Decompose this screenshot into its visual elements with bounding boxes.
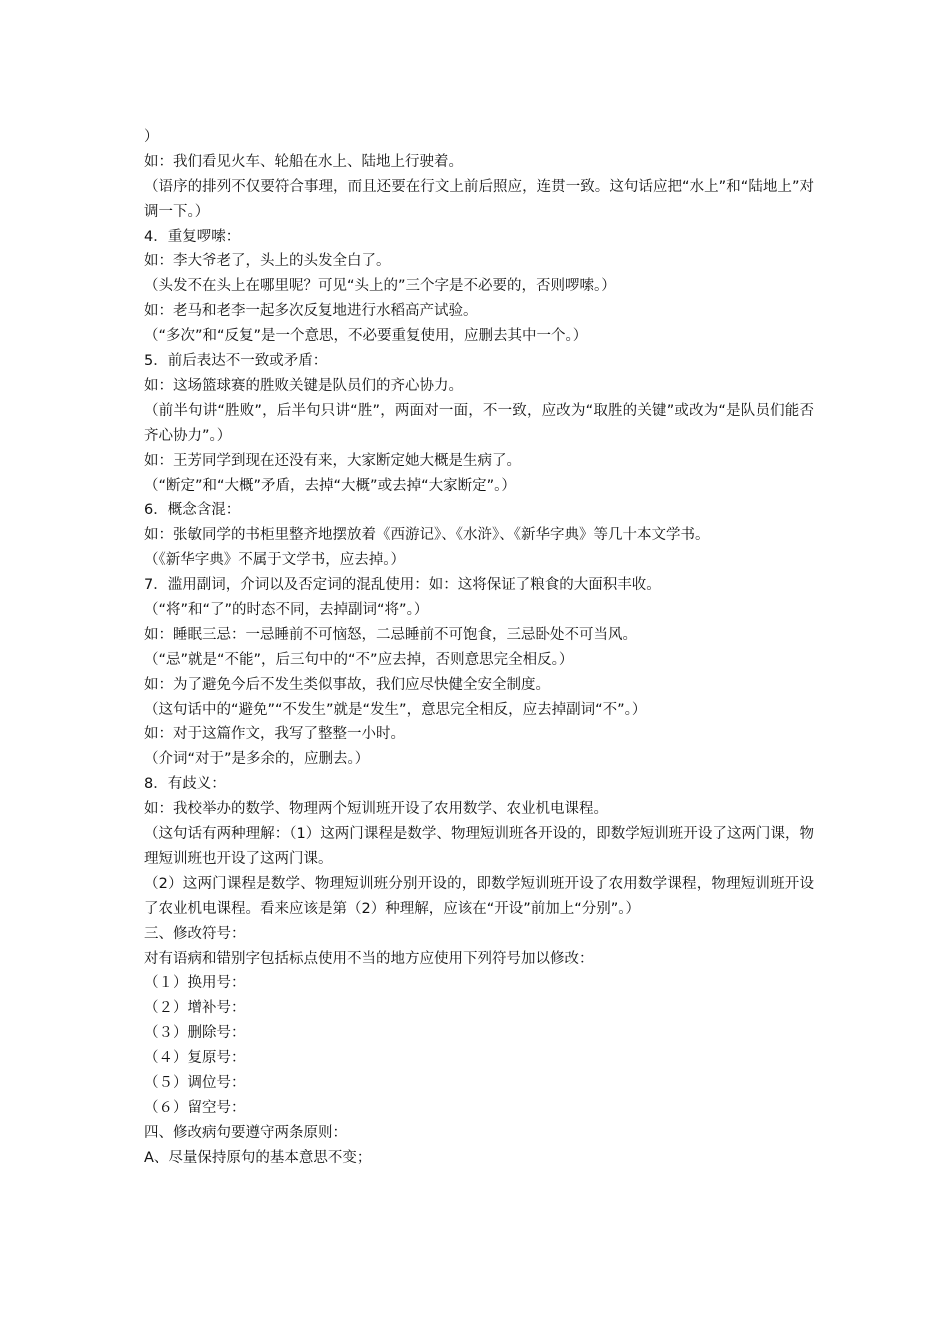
list-item: （６）留空号： [144, 1099, 246, 1116]
example-line: 如：王芳同学到现在还没有来，大家断定她大概是生病了。 [144, 452, 521, 469]
list-item: （４）复原号： [144, 1050, 246, 1067]
section-heading: 8．有歧义： [144, 776, 226, 793]
explanation-line: （2）这两门课程是数学、物理短训班分别开设的，即数学短训班开设了农用数学课程，物理短训班开设了农业机电课程。看来应该是第（2）种理解，应该在“开设”前加上“分别”。） [144, 875, 814, 917]
explanation-line: （这句话中的“避免”“不发生”就是“发生”，意思完全相反，应去掉副词“不”。） [144, 701, 647, 718]
explanation-line: （“将”和“了”的时态不同，去掉副词“将”。） [144, 602, 429, 618]
example-line: 如：李大爷老了，头上的头发全白了。 [144, 253, 391, 270]
explanation-line: （“忌”就是“不能”，后三句中的“不”应去掉，否则意思完全相反。） [144, 651, 574, 668]
explanation-line: （这句话有两种理解：（1）这两门课程是数学、物理短训班各开设的，即数学短训班开设了这两门课，物理短训班也开设了这两门课。 [144, 826, 814, 867]
list-item: （２）增补号： [144, 1000, 246, 1017]
example-line: 如：张敏同学的书柜里整齐地摆放着《西游记》、《水浒》、《新华字典》等几十本文学书。 [144, 527, 710, 544]
explanation-line: （“断定”和“大概”矛盾，去掉“大概”或去掉“大家断定”。） [144, 477, 516, 494]
explanation-line: （《新华字典》不属于文学书，应去掉。） [144, 552, 405, 569]
section-heading: 四、修改病句要遵守两条原则： [144, 1124, 347, 1141]
text-line: ） [144, 129, 159, 145]
text-line: A、尽量保持原句的基本意思不变； [144, 1149, 372, 1166]
example-line: 如：睡眠三忌：一忌睡前不可恼怒，二忌睡前不可饱食，三忌卧处不可当风。 [144, 626, 637, 643]
section-heading: 6．概念含混： [144, 502, 241, 519]
example-line: 如：对于这篇作文，我写了整整一小时。 [144, 726, 405, 743]
document-body [144, 125, 814, 1171]
text-line: 对有语病和错别字包括标点使用不当的地方应使用下列符号加以修改： [144, 950, 594, 967]
section-heading: 7．滥用副词，介词以及否定词的混乱使用：如：这将保证了粮食的大面积丰收。 [144, 577, 661, 594]
example-line: 如：这场篮球赛的胜败关键是队员们的齐心协力。 [144, 377, 463, 394]
example-line: 如：我们看见火车、轮船在水上、陆地上行驶着。 [144, 153, 463, 170]
list-item: （３）删除号： [144, 1025, 246, 1042]
explanation-line: （头发不在头上在哪里呢？可见“头上的”三个字是不必要的，否则啰嗦。） [144, 278, 616, 295]
explanation-line: （介词“对于”是多余的，应删去。） [144, 751, 370, 768]
example-line: 如：为了避免今后不发生类似事故，我们应尽快健全安全制度。 [144, 676, 550, 693]
example-line: 如：我校举办的数学、物理两个短训班开设了农用数学、农业机电课程。 [144, 801, 608, 818]
explanation-line: （前半句讲“胜败”，后半句只讲“胜”，两面对一面，不一致，应改为“取胜的关键”或改为“是队员们能否齐心协力”。） [144, 402, 814, 444]
section-heading: 4．重复啰嗦： [144, 228, 241, 245]
list-item: （１）换用号： [144, 975, 246, 992]
list-item: （５）调位号： [144, 1074, 246, 1091]
explanation-line: （“多次”和“反复”是一个意思，不必要重复使用，应删去其中一个。） [144, 328, 588, 345]
section-heading: 5．前后表达不一致或矛盾： [144, 353, 328, 370]
section-heading: 三、修改符号： [144, 925, 246, 942]
explanation-line: （语序的排列不仅要符合事理，而且还要在行文上前后照应，连贯一致。这句话应把“水上”和“陆地上”对调一下。） [144, 178, 814, 220]
example-line: 如：老马和老李一起多次反复地进行水稻高产试验。 [144, 303, 478, 320]
